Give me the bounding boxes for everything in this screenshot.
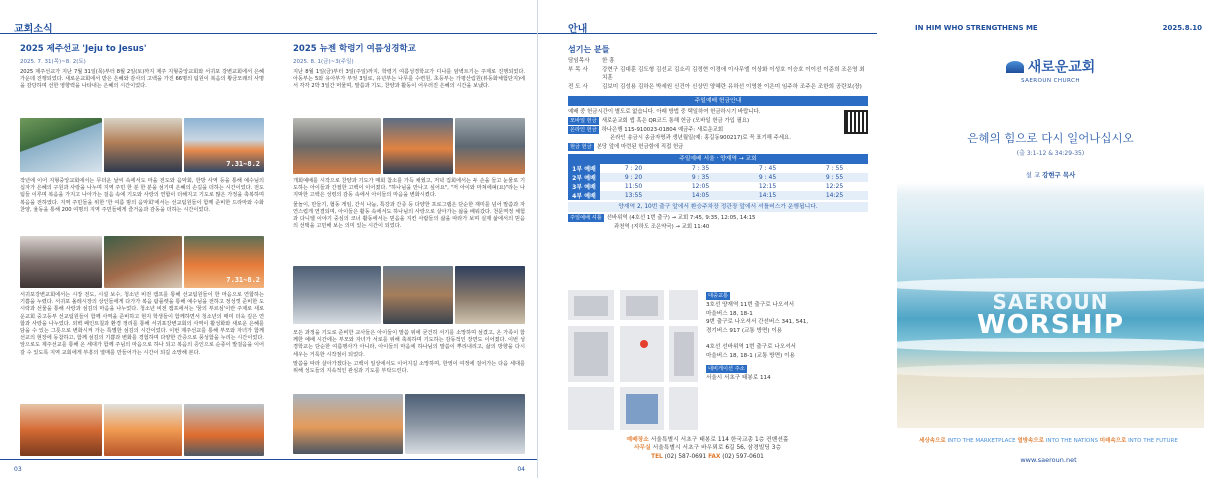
- photo-jeju-2: [104, 118, 182, 172]
- article-text-vbs-1: 지난 8월 1일(금)부터 3일(주일)까지, 학령기 여름성경학교가 디나를 암벽트기는 주제로 진행되었다. 아동부는 5와 유아부가 부엇 3일로, 유년부는 나무를 수련원, 초등부는 가평산림원(뷰동화체험단지)에서 각각 2박 3일간 머물며, 말씀과 기도, 찬양과 활동이 어우러진 은혜의 시간을 보냈다.: [293, 69, 525, 90]
- table-row: 4부 예배 13:55 14:05 14:15 14:25: [568, 191, 868, 200]
- vbs-panel: [275, 0, 537, 478]
- shuttle-schedule-table: [568, 164, 868, 200]
- photo-vbs-1: [293, 118, 381, 174]
- footer-rule: [275, 459, 537, 460]
- church-news-panel: [0, 0, 275, 478]
- article-text-vbs-3: 물놀이, 만들기, 협동 게임, 간식 나눔, 특강과 간증 등 다양한 프로그램은 단순한 재미를 넘어 말씀과 자연스럽게 연결되며, 아이들은 활동 속에서도 하나님의 사랑으로 살아가는 삶을 배워갔다. 천문역정 체험과 다니엘 이야기 중심의 코너 활동에서는 믿음을 지킨 사람들의 삶을 따라가 보며 실제 삶에서의 믿음의 선택을 고민해 보는 의미 있는 시간이 되었다.: [293, 201, 525, 230]
- qr-code-icon[interactable]: [844, 110, 868, 134]
- article-date-jeju: 2025. 7. 31(목)~8. 2(토): [20, 59, 86, 65]
- staff-row: 담임목사 한 흥: [568, 58, 615, 64]
- staff-row: 부 목 사 강현구 김대훈 김도형 김선교 김소리 김정현 이경애 이사무엘 이상화 이성호 이승호 이이선 이준희 조은영 최치훈: [568, 66, 865, 82]
- photo-vbs-7: [293, 394, 403, 454]
- page-number: 04: [517, 466, 525, 473]
- preacher: 설 교 강현구 목사: [1025, 171, 1076, 179]
- transit-info: 대중교통 3호선 양재역 11번 출구로 나오셔서 마을버스 18, 18-1 9번 출구로 나오셔서 간선버스 341, 541, 경기버스 917 (교통 방면) 이용 4호선 선바위역 1번 출구로 나오셔서 마을버스 18, 18-1 (교통 방면) 이용 내비게이션 주소 서울시 서초구 태봉로 114: [706, 293, 809, 381]
- article-text-3: 서귀포강변교회에서는 시장 전도, 시설 보수, 청소년 비전 캠프를 통해 선교팀원들이 한 마음으로 연합하는 기쁨을 누렸다. 서귀포 올레시장의 상인들에게 다가가 복음 팜플렛을 통해 예수님을 전하고 정성껏 준비한 도시락과 선물을 통해 사랑과 섬김의 마음을 나누었다. 청소년 비전 캠프에서는 '꿈의 부르심'이란 주제로 새로운교회 중고등부 선교팀원들이 함께 사역을 준비하고 현지 학생들이 함께하면서 청소년의 매미 더욱 깊은 연합과 사랑을 나누었다. 외벽 페인트칠과 환경 정리를 통해 서귀포강변교회의 사역이 활성화와 새로운 은혜를 담을 수 있는 그릇으로 변화시켜 가는 특별한 섬김의 시간이었다. 이번 제주선교를 통해 부모와 자녀가 함께 선교의 현장에 동참하고, 함께 섬김의 기쁨과 변화를 경험하며 다양한 간증으로 풍성함을 누리는 시간이었다. 앞으로도 제주선교를 통해 온 세대가 함께 주님의 마음으로 하나 되고 복음의 증인으로 순종이 발걸음을 이어 갈 수 있도록 지역 교회에게 부흥의 열매를 만들어가는 시간이 되길 소망해 본다.: [20, 292, 264, 356]
- article-title-jeju: 2025 제주선교 'Jeju to Jesus': [20, 44, 147, 54]
- church-logo-icon: [1006, 61, 1024, 73]
- offering-row: 온라인 헌금 하나은행 115-910023-01804 예금주: 새로운교회: [570, 126, 724, 133]
- section-heading-news: 교회소식: [0, 0, 275, 34]
- article-text-vbs-5: 말씀을 따라 살아가겠다는 고백이 일상에서도 이어지길 소망하며, 한영이 여정에 걸어가는 다음 세대를 위해 성도들의 지속적인 관심과 기도를 부탁드린다.: [293, 360, 525, 375]
- table-row: 1부 예배 7 : 20 7 : 35 7 : 45 7 : 55: [568, 164, 868, 173]
- photo-vbs-8: [405, 394, 525, 454]
- article-text-2: 작년에 이어 지형중앙교회에서는 무더운 날씨 속에서도 마을 전도와 음악회, 한방 사역 등을 통해 예수님의 십자가 은혜의 구원과 사랑을 나누며 지역 주민 한 분 한 분을 섬기며 은혜의 손길을 더하는 시간이었다. 전도팀들 이루며 복음을 가지고 나아가는 걸음 속에 기도와 사랑의 연합이 더해지고 기도로 많은 가정을 축복하며 복음을 전하였다. 지역 주민들을 위한 '한 여름 밤의 음악회'에서는 선교팀원들이 함께 준비한 드라마와 수화 찬양, 율동을 통해 200 여명의 지역 주민들에게 즐거움과 감동을 더하는 시간이었다.: [20, 178, 264, 213]
- photo-date-stamp: 7.31~8.2: [226, 276, 260, 284]
- table-row: 3부 예배 11:50 12:05 12:15 12:25: [568, 182, 868, 191]
- schedule-bar: 주일예배 서울 · 양재역 → 교회: [568, 154, 868, 164]
- photo-vbs-6: [455, 266, 525, 324]
- church-name-english: SAEROUN CHURCH: [1021, 77, 1080, 84]
- table-row: 2부 예배 9 : 20 9 : 35 9 : 45 9 : 55: [568, 173, 868, 182]
- shuttle-notice: 양재역 2, 10번 출구 앞에서 환승주차장 정관장 앞에서 셔틀버스가 운행됩니다.: [568, 202, 868, 212]
- photo-jeju-5: [104, 236, 182, 288]
- section-heading-blank: [275, 0, 537, 34]
- sermon-title: 은혜의 힘으로 다시 일어나십시오: [967, 131, 1134, 145]
- article-text-1: 2025 제주선교가 지난 7월 31일(목)부터 8월 2일(토)까지 제주 지형중앙교회와 서귀포 강변교회에서 은혜 가운데 진행되었다. 새로운교회에서 받은 은혜와 감사의 고백을 가진 66명의 팀원이 복음의 황금모래의 사명을 감당하며 선한 영향력을 나타내는 은혜의 시간이었다.: [20, 69, 264, 90]
- offering-bar: 주일예배 헌금안내: [568, 96, 868, 106]
- website-link[interactable]: www.saeroun.net: [1020, 456, 1077, 464]
- weekday-shuttle-2: 과천역 (지하도 조은약국) → 교회 11:40: [614, 223, 710, 230]
- cover-tagline: IN HIM WHO STRENGTHENS ME: [915, 24, 1038, 32]
- cover-panel: [877, 0, 1220, 478]
- photo-jeju-8: [104, 404, 182, 456]
- location-map[interactable]: [568, 290, 698, 430]
- offering-row: 모바일 헌금 새로운교회 앱 혹은 QR코드 통해 헌금 (모바일 헌금 가입 필요): [570, 117, 750, 124]
- photo-jeju-7: [20, 404, 102, 456]
- photo-vbs-4: [293, 266, 381, 324]
- photo-vbs-5: [383, 266, 453, 324]
- offering-intro: 예배 중 헌금시간이 별도로 없습니다. 아래 방법 중 택일하여 헌금하시기 바랍니다.: [568, 109, 761, 116]
- church-location-icon[interactable]: [640, 340, 648, 348]
- photo-jeju-3: [184, 118, 264, 172]
- information-panel: [537, 0, 877, 478]
- photo-date-stamp: 7.31~8.2: [226, 160, 260, 168]
- weekday-shuttle: 주일예배 셔틀 선바위역 (4호선 1번 출구) → 교회 7:45, 9:35, 12:05, 14:15: [570, 215, 756, 222]
- page-number: 03: [14, 466, 22, 473]
- cover-artwork: [897, 38, 1204, 428]
- article-text-vbs-4: 모든 과정을 기도로 준비한 교사들은 아이들이 말씀 위에 굳건히 서기를 소망하며 섬겼고, 온 가족이 함께한 예배 시간에는 부모와 자녀가 서로를 위해 축복하며 기도하는 감동적인 장면도 이어졌다. 이번 성경학교는 단순한 여름행사가 아니라, 아이들의 마음에 하나님의 말씀이 뿌리내리고, 삶의 방향을 다시 세우는 거룩한 시작점이 되었다.: [293, 330, 525, 358]
- staff-heading: 섬기는 분들: [568, 45, 610, 54]
- worship-title-2: WORSHIP: [976, 310, 1125, 340]
- cover-mission-line: 세상속으로 INTO THE MARKETPLACE 열방속으로 INTO THE NATIONS 미래속으로 INTO THE FUTURE: [919, 438, 1178, 444]
- photo-vbs-2: [383, 118, 453, 174]
- photo-jeju-9: [184, 404, 264, 456]
- article-title-vbs: 2025 뉴젠 학령기 여름성경학교: [293, 44, 416, 54]
- offering-note: 온라인 송금시 송금자명과 생년월일(예: 홍길동900217)로 꼭 표기해 주세요.: [610, 135, 791, 142]
- footer-rule: [0, 459, 275, 460]
- article-date-vbs: 2025. 8. 1(금)~3(주일): [293, 59, 354, 65]
- photo-vbs-3: [455, 118, 525, 174]
- church-logo: 새로운교회 SAEROUN CHURCH: [897, 56, 1204, 84]
- article-text-vbs-2: 개회예배를 시작으로 찬양과 기도가 매회 참소를 가득 채웠고, 저녁 집회에서는 두 손을 들고 눈물로 기도하는 아이들과 간절한 고백이 이어졌다. "하나님을 만나고 싶어요", "저 아이와 마쳐에펴(요)"라는 나지막한 고백은 성령의 감동 속에서 아이들의 마음을 변화시켰다.: [293, 178, 525, 199]
- staff-row: 전 도 사 김보미 김성용 김하은 박세원 신건아 신상민 양혜란 유하선 이영찬 이은미 임주하 조주은 조한희 공란보(장): [568, 83, 862, 90]
- cover-date: 2025.8.10: [1162, 24, 1202, 32]
- offering-row: 현금 헌금 본당 앞에 마련된 헌금함에 직접 헌금: [570, 143, 684, 150]
- photo-jeju-4: [20, 236, 102, 288]
- sermon-reference: (출 3:1-12 & 34:29-35): [1016, 150, 1085, 157]
- photo-jeju-1: [20, 118, 102, 172]
- section-heading-info: 안내: [538, 0, 877, 34]
- photo-jeju-6: [184, 236, 264, 288]
- worship-title-1: SAEROUN: [992, 290, 1109, 314]
- address-footer: 예배장소 서울특별시 서초구 태봉로 114 한국교총 1층 컨벤션홀 사무실 서울특별시 서초구 바우뫼로 6길 56, 삼경빌딩 3층 TEL (02) 587-0691 FAX (02) 597-0601: [626, 437, 789, 460]
